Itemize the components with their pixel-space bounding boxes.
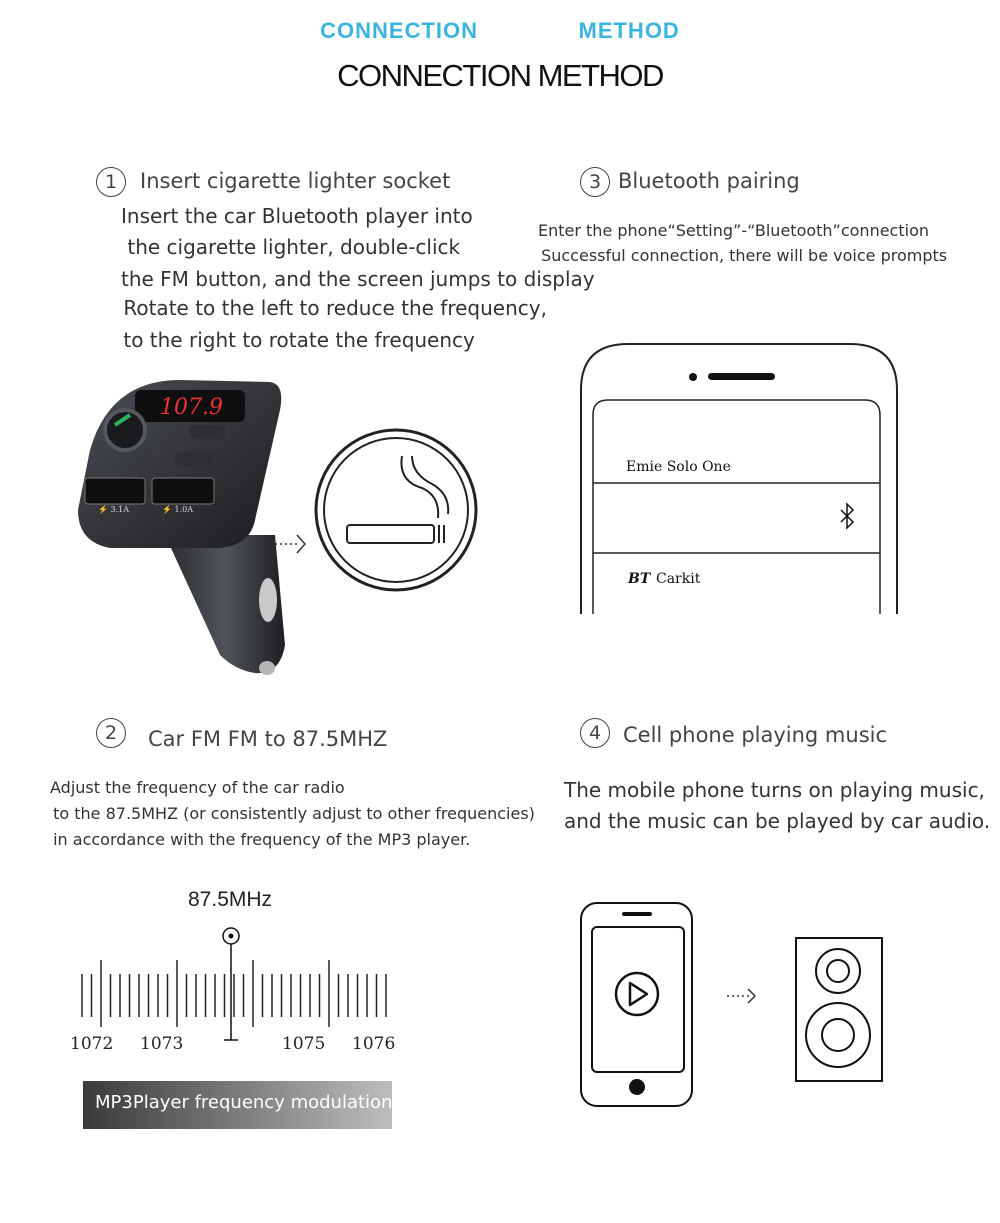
- tuner-tick-label-3: 1075: [282, 1034, 326, 1054]
- pairing-device-2-prefix: BT: [628, 571, 651, 587]
- step-1-line-2: the cigarette lighter, double-click: [121, 235, 461, 259]
- step-1-line-4: Rotate to the left to reduce the frequency,: [117, 296, 547, 320]
- step-2-line-2: to the 87.5MHZ (or consistently adjust to other frequencies): [48, 804, 535, 823]
- step-1-title: Insert cigarette lighter socket: [140, 169, 451, 193]
- car-charger-illustration: [70, 370, 300, 685]
- step-3-number: 3: [580, 167, 610, 197]
- phone-bluetooth-illustration: [578, 340, 900, 616]
- section-kicker: CONNECTION METHOD: [320, 18, 680, 43]
- step-2-title: Car FM FM to 87.5MHZ: [148, 727, 388, 751]
- step-4-number: 4: [580, 718, 610, 748]
- step-4-title: Cell phone playing music: [623, 723, 888, 747]
- step-3-line-2: Successful connection, there will be voice prompts: [536, 246, 948, 265]
- page-title: CONNECTION METHOD: [337, 58, 663, 93]
- tuner-tick-label-4: 1076: [352, 1034, 396, 1054]
- step-2-line-3: in accordance with the frequency of the MP3 player.: [48, 830, 471, 849]
- tuner-frequency-label: 87.5MHz: [188, 888, 273, 911]
- usb-port-1-label: ⚡ 3.1A: [98, 505, 130, 514]
- step-1-line-1: Insert the car Bluetooth player into: [121, 204, 473, 228]
- step-2-number: 2: [96, 718, 126, 748]
- pairing-device-1: Emie Solo One: [626, 459, 731, 475]
- arrow-icon: [273, 532, 309, 556]
- step-4-line-2: and the music can be played by car audio.: [564, 809, 991, 833]
- bluetooth-icon: [841, 504, 853, 528]
- speaker-icon: [794, 936, 886, 1084]
- step-3-line-1: Enter the phone“Setting”-“Bluetooth”connection: [538, 221, 929, 240]
- pairing-device-2: Carkit: [656, 571, 701, 587]
- play-icon: [616, 973, 658, 1015]
- step-2-line-1: Adjust the frequency of the car radio: [50, 778, 345, 797]
- mp3-banner-label: MP3Player frequency modulation: [95, 1092, 393, 1113]
- usb-port-2-label: ⚡ 1.0A: [162, 505, 194, 514]
- step-1-line-3: the FM button, and the screen jumps to display: [121, 267, 595, 291]
- step-3-title: Bluetooth pairing: [618, 169, 800, 193]
- step-1-number: 1: [96, 167, 126, 197]
- tuner-tick-label-1: 1072: [70, 1034, 114, 1054]
- arrow-icon-2: [725, 986, 759, 1006]
- step-1-line-5: to the right to rotate the frequency: [117, 328, 475, 352]
- tuner-scale: [70, 922, 400, 1062]
- charger-display-text: 107.9: [160, 395, 223, 420]
- tuner-ticks: [82, 960, 386, 1027]
- cigarette-lighter-icon: [312, 426, 480, 594]
- tuner-tick-label-2: 1073: [140, 1034, 184, 1054]
- phone-music-illustration: [578, 900, 696, 1110]
- step-4-line-1: The mobile phone turns on playing music,: [564, 778, 985, 802]
